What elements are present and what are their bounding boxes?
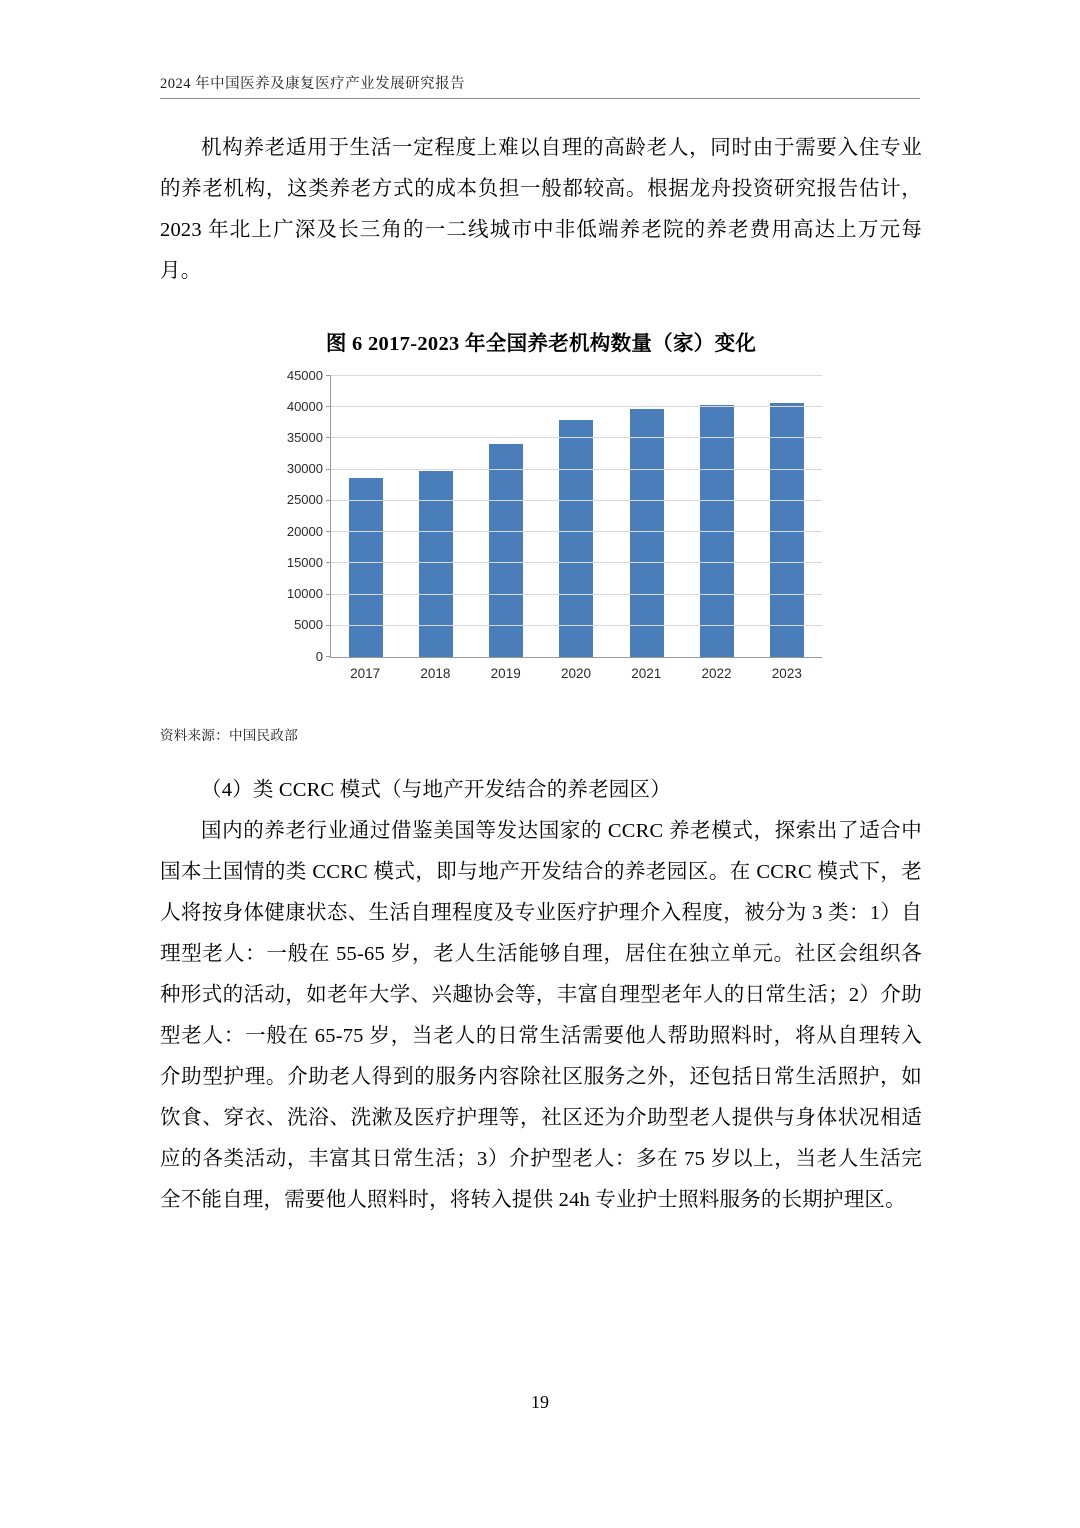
chart-bar-slot bbox=[541, 376, 611, 657]
chart-y-tick-label: 20000 bbox=[286, 523, 323, 539]
chart-y-tick-label: 0 bbox=[315, 648, 323, 664]
chart-gridline bbox=[331, 469, 822, 470]
chart-gridline bbox=[331, 625, 822, 626]
chart-y-tick-mark bbox=[326, 531, 331, 532]
subsection-heading-ccrc: （4）类 CCRC 模式（与地产开发结合的养老园区） bbox=[201, 779, 671, 801]
chart-x-tick-label: 2021 bbox=[631, 666, 662, 681]
paragraph-ccrc-detail: 国内的养老行业通过借鉴美国等发达国家的 CCRC 养老模式，探索出了适合中国本土国情的类 CCRC 模式，即与地产开发结合的养老园区。在 CCRC 模式下，老人将按身体健康状态、生活自理程度及专业医疗护理介入程度，被分为 3 类：1）自理型老人：一般在 55-65 岁，老人生活能够自理，居住在独立单元。社区会组织各种形式的活动，如老年大学、兴趣协会等，丰富自理型老年人的日常生活；2）介助型老人：一般在 65-75 岁，当老人的日常生活需要他人帮助照料时，将从自理转入介助型护理。介助老人得到的服务内容除社区服务之外，还包括日常生活照护，如饮食、穿衣、洗浴、洗漱及医疗护理等，社区还为介助型老人提供与身体状况相适应的各类活动，丰富其日常生活；3）介护型老人：多在 75 岁以上，当老人生活完全不能自理，需要他人照料时，将转入提供 24h 专业护士照料服务的长期护理区。 bbox=[160, 820, 922, 1211]
figure-6-source: 资料来源：中国民政部 bbox=[160, 728, 298, 743]
page-content bbox=[160, 128, 922, 1221]
chart-y-tick-label: 35000 bbox=[286, 429, 323, 445]
chart-y-tick-label: 10000 bbox=[286, 586, 323, 602]
chart-bar-slot bbox=[612, 376, 682, 657]
chart-x-tick-label: 2019 bbox=[490, 666, 521, 681]
chart-gridline bbox=[331, 594, 822, 595]
chart-y-tick-mark bbox=[326, 406, 331, 407]
chart-bar bbox=[419, 471, 453, 657]
chart-y-tick-mark bbox=[326, 625, 331, 626]
chart-gridline bbox=[331, 531, 822, 532]
chart-bars bbox=[331, 376, 822, 657]
chart-y-tick-label: 15000 bbox=[286, 554, 323, 570]
running-header-text: 2024 年中国医养及康复医疗产业发展研究报告 bbox=[160, 76, 466, 92]
chart-y-tick-mark bbox=[326, 437, 331, 438]
chart-area bbox=[260, 367, 840, 686]
chart-y-tick-mark bbox=[326, 594, 331, 595]
chart-y-tick-label: 25000 bbox=[286, 492, 323, 508]
chart-x-axis-labels bbox=[330, 660, 822, 686]
chart-gridline bbox=[331, 562, 822, 563]
chart-gridline bbox=[331, 500, 822, 501]
header-divider bbox=[160, 98, 920, 99]
chart-bar bbox=[770, 403, 804, 657]
chart-bar-slot bbox=[331, 376, 401, 657]
chart-y-tick-label: 40000 bbox=[286, 398, 323, 414]
chart-bar-slot bbox=[682, 376, 752, 657]
page-number: 19 bbox=[531, 1392, 549, 1412]
chart-bar bbox=[630, 409, 664, 657]
chart-x-tick-label: 2023 bbox=[771, 666, 802, 681]
chart-x-tick-label: 2020 bbox=[560, 666, 591, 681]
chart-y-tick-mark bbox=[326, 500, 331, 501]
chart-bar bbox=[349, 478, 383, 657]
chart-y-tick-label: 45000 bbox=[286, 367, 323, 383]
chart-y-tick-label: 5000 bbox=[294, 617, 323, 633]
chart-gridline bbox=[331, 437, 822, 438]
chart-gridline bbox=[331, 406, 822, 407]
chart-x-tick-label: 2018 bbox=[420, 666, 451, 681]
chart-y-tick-mark bbox=[326, 375, 331, 376]
paragraph-institutional-care: 机构养老适用于生活一定程度上难以自理的高龄老人，同时由于需要入住专业的养老机构，这类养老方式的成本负担一般都较高。根据龙舟投资研究报告估计，2023 年北上广深及长三角的一二线城市中非低端养老院的养老费用高达上万元每月。 bbox=[160, 137, 922, 282]
chart-gridline bbox=[331, 375, 822, 376]
chart-bar bbox=[559, 420, 593, 657]
chart-y-tick-mark bbox=[326, 562, 331, 563]
figure-6-title: 图 6 2017-2023 年全国养老机构数量（家）变化 bbox=[325, 333, 757, 355]
chart-plot-area bbox=[286, 367, 822, 664]
chart-y-tick-mark bbox=[326, 469, 331, 470]
chart-bar-slot bbox=[471, 376, 541, 657]
chart-y-tick-mark bbox=[326, 656, 331, 657]
chart-bar-slot bbox=[401, 376, 471, 657]
figure-6-chart bbox=[160, 368, 922, 718]
chart-x-tick-label: 2017 bbox=[350, 666, 381, 681]
chart-y-tick-label: 30000 bbox=[286, 461, 323, 477]
chart-bar-slot bbox=[752, 376, 822, 657]
running-header bbox=[160, 72, 920, 93]
chart-x-tick-label: 2022 bbox=[701, 666, 732, 681]
